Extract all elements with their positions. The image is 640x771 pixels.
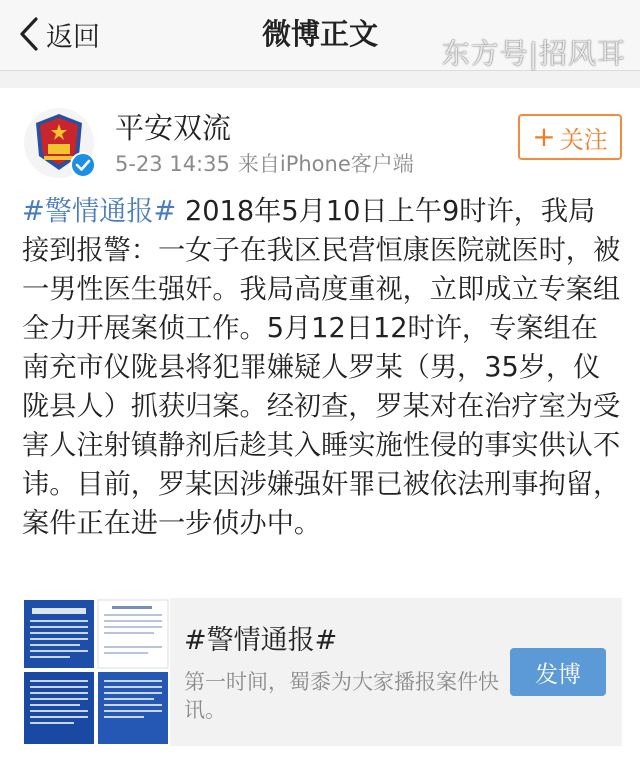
- follow-label: 关注: [559, 125, 608, 154]
- watermark: 东方号|招风耳: [441, 37, 626, 70]
- hashtag-link[interactable]: #警情通报#: [22, 196, 177, 227]
- section-divider: [0, 71, 640, 88]
- verified-badge-icon: [70, 152, 96, 178]
- post-topic-button[interactable]: 发博: [510, 648, 606, 696]
- post-source: 来自iPhone客户端: [237, 152, 414, 176]
- plus-icon: +: [532, 120, 556, 153]
- post-body-text: 2018年5月10日上午9时许，我局接到报警：一女子在我区民营恒康医院就医时，被一男性医生强奸。我局高度重视，立即成立专案组全力开展案侦工作。5月12日12时许，专案组在南充市仪陇县将犯罪嫌疑人罗某（男，35岁，仪陇县人）抓获归案。经初查，罗某对在治疗室为受害人注射镇静剂后趁其入睡实施性侵的事实供认不讳。目前，罗某因涉嫌强奸罪已被依法刑事拘留，案件正在进一步侦办中。: [22, 196, 621, 539]
- follow-button[interactable]: [518, 114, 622, 160]
- post-meta: [115, 150, 414, 178]
- back-label: 返回: [46, 21, 100, 53]
- post-time: 5-23 14:35: [115, 152, 230, 176]
- topic-thumbnail: [22, 598, 170, 746]
- page-title: 微博正文: [261, 17, 378, 51]
- notice-document-icon: [22, 598, 170, 746]
- post-body: [22, 192, 622, 543]
- topic-description: 第一时间，蜀黍为大家播报案件快讯。: [184, 670, 499, 722]
- topic-title: #警情通报#: [184, 625, 338, 656]
- username[interactable]: 平安双流: [115, 111, 232, 145]
- topic-card[interactable]: [22, 598, 622, 746]
- nav-bar: [0, 0, 640, 71]
